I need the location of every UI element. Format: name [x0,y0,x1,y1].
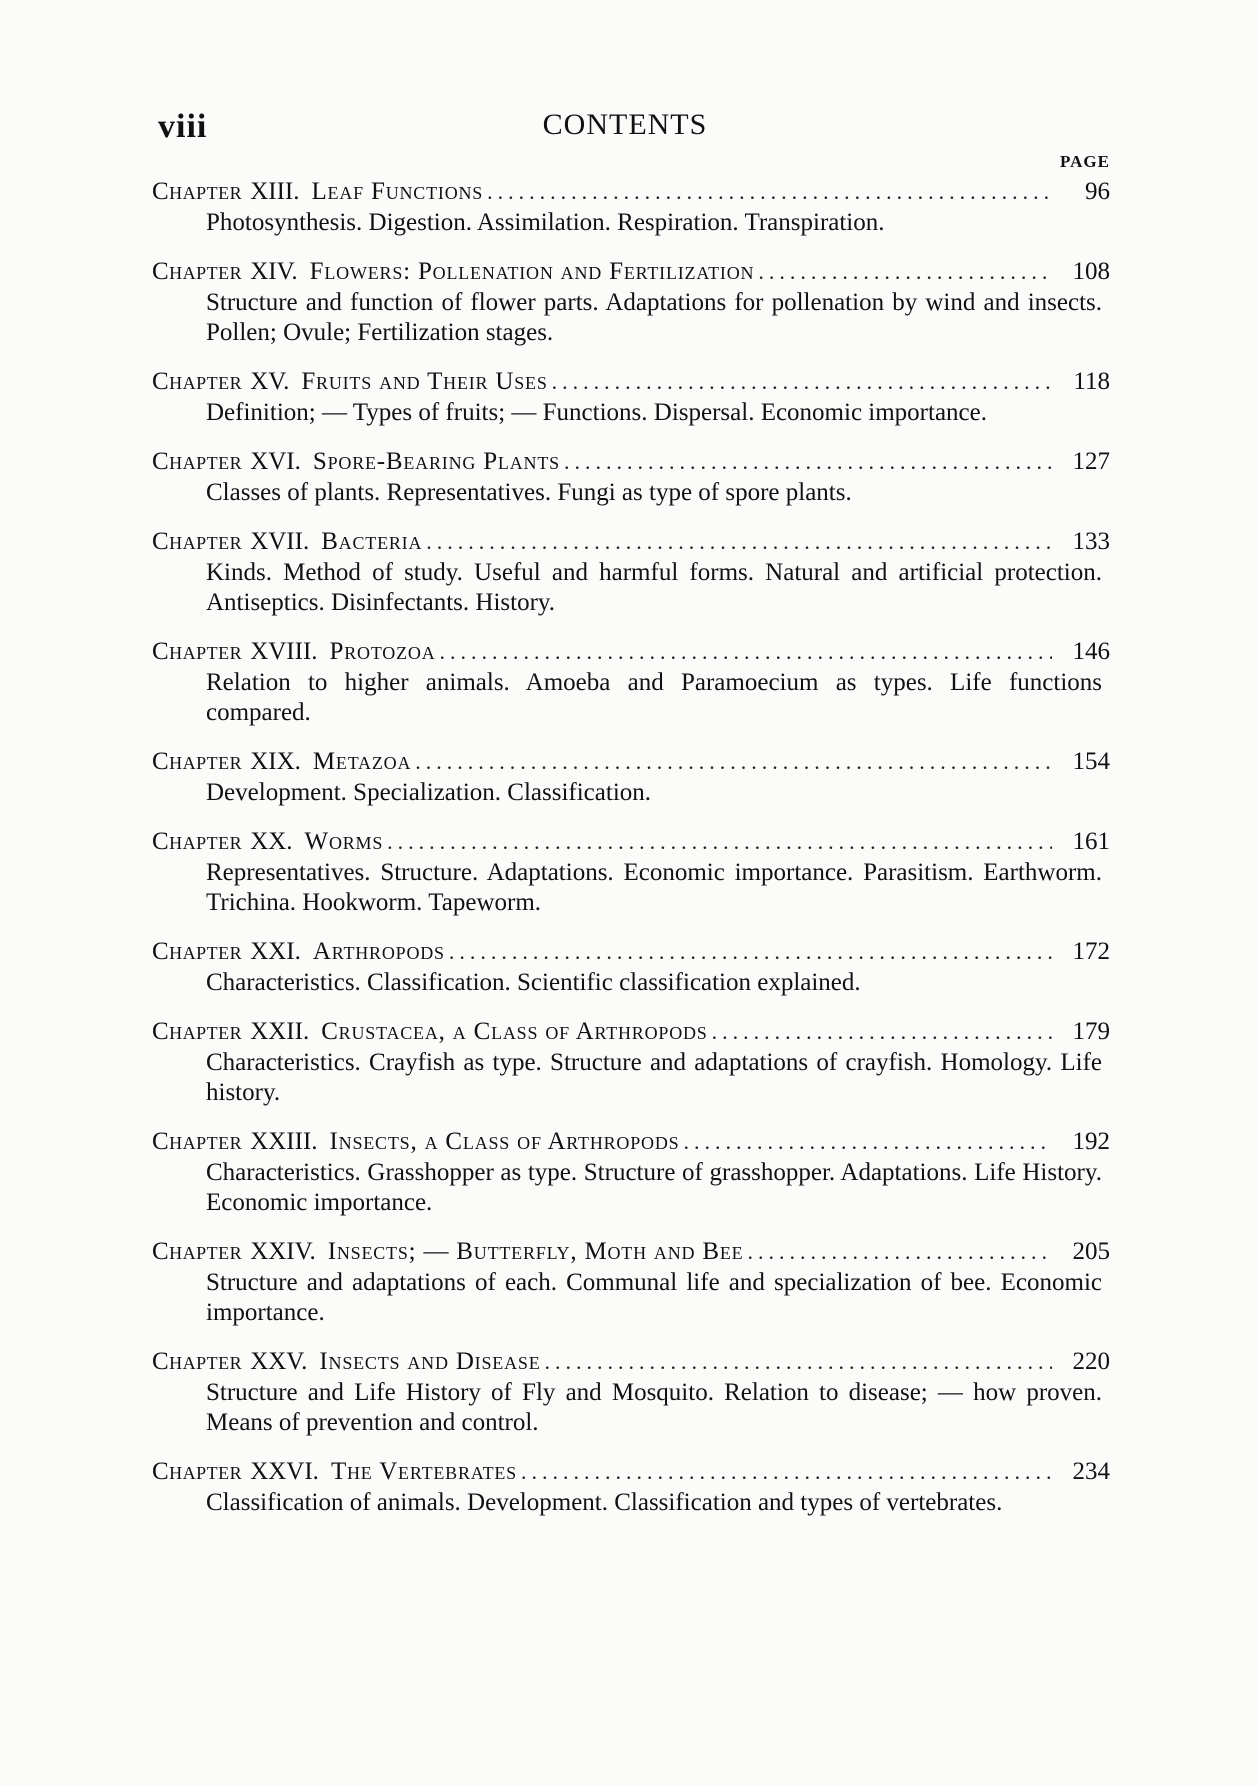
dot-leader [712,1016,1052,1048]
chapter-label: Chapter [152,1348,243,1375]
chapter-number: XV. [250,368,290,395]
chapter-title: Flowers: Pollenation and Fertilization [309,258,755,285]
chapter-title: The Vertebrates [330,1458,517,1485]
chapter-page-number: 133 [1072,528,1110,555]
chapter-page-number: 179 [1072,1018,1110,1045]
chapter-title: Metazoa [312,748,412,775]
chapter-summary: Classification of animals. Development. Classification and types of vertebrates. [206,1489,1003,1516]
chapter-summary: Relation to higher animals. Amoeba and Paramoecium as types. Life functions compared. [206,669,1102,726]
dot-leader [552,366,1052,398]
toc-entry [152,1346,1110,1438]
chapter-page-number: 146 [1072,638,1110,665]
chapter-label: Chapter [152,528,243,555]
chapter-label: Chapter [152,638,243,665]
chapter-summary: Structure and function of flower parts. Adaptations for pollenation by wind and insects. Pollen; Ovule; Fertilization stages. [206,289,1102,346]
chapter-title: Protozoa [329,638,436,665]
chapter-number: XXV. [250,1348,308,1375]
chapter-heading-line [152,1236,1110,1268]
page-header [150,100,1100,150]
chapter-number: XIII. [250,178,300,205]
toc-entry [152,1456,1110,1518]
chapter-label: Chapter [152,938,243,965]
chapter-summary: Characteristics. Crayfish as type. Structure and adaptations of crayfish. Homology. Life history. [206,1049,1102,1106]
toc-entry [152,526,1110,618]
chapter-number: XX. [250,828,293,855]
toc-entry [152,176,1110,238]
dot-leader [449,936,1052,968]
toc-entry [152,1236,1110,1328]
chapter-label: Chapter [152,1128,243,1155]
toc-entry [152,1126,1110,1218]
chapter-page-number: 205 [1072,1238,1110,1265]
chapter-number: XXIII. [250,1128,318,1155]
dot-leader [440,636,1052,668]
chapter-number: XXII. [250,1018,310,1045]
dot-leader [415,746,1052,778]
chapter-page-number: 161 [1072,828,1110,855]
chapter-number: XIV. [250,258,298,285]
toc-entry [152,1016,1110,1108]
dot-leader [487,176,1052,208]
chapter-page-number: 127 [1072,448,1110,475]
chapter-number: XXIV. [250,1238,316,1265]
chapter-number: XVI. [250,448,301,475]
chapter-heading-line [152,826,1110,858]
chapter-number: XXI. [250,938,301,965]
toc-entry [152,256,1110,348]
toc-entry [152,366,1110,428]
page-folio: viii [158,108,208,145]
chapter-summary: Structure and adaptations of each. Communal life and specialization of bee. Economic importance. [206,1269,1102,1326]
dot-leader [426,526,1052,558]
chapter-number: XXVI. [250,1458,319,1485]
page-column-label: PAGE [1060,152,1110,171]
toc-entry [152,636,1110,728]
chapter-page-number: 154 [1072,748,1110,775]
dot-leader [521,1456,1052,1488]
chapter-title: Leaf Functions [311,178,484,205]
chapter-heading-line [152,1346,1110,1378]
chapter-heading-line [152,526,1110,558]
chapter-title: Bacteria [321,528,423,555]
chapter-heading-line [152,176,1110,208]
chapter-summary: Development. Specialization. Classification. [206,779,652,806]
chapter-page-number: 108 [1072,258,1110,285]
chapter-summary: Characteristics. Grasshopper as type. Structure of grasshopper. Adaptations. Life History. Economic importance. [206,1159,1102,1216]
dot-leader [564,446,1052,478]
chapter-page-number: 118 [1073,368,1110,395]
chapter-title: Crustacea, a Class of Arthropods [321,1018,708,1045]
chapter-label: Chapter [152,178,243,205]
dot-leader [747,1236,1052,1268]
chapter-heading-line [152,936,1110,968]
chapter-label: Chapter [152,448,243,475]
chapter-summary: Classes of plants. Representatives. Fungi as type of spore plants. [206,479,852,506]
chapter-page-number: 220 [1072,1348,1110,1375]
chapter-heading-line [152,636,1110,668]
toc-entry [152,446,1110,508]
chapter-summary: Characteristics. Classification. Scientific classification explained. [206,969,861,996]
chapter-label: Chapter [152,368,243,395]
chapter-title: Spore-Bearing Plants [312,448,560,475]
chapter-title: Insects, a Class of Arthropods [329,1128,680,1155]
chapter-heading-line [152,256,1110,288]
toc-entry [152,746,1110,808]
table-of-contents [152,176,1110,1536]
chapter-summary: Photosynthesis. Digestion. Assimilation. Respiration. Transpiration. [206,209,885,236]
chapter-page-number: 172 [1072,938,1110,965]
chapter-heading-line [152,366,1110,398]
chapter-summary: Structure and Life History of Fly and Mosquito. Relation to disease; — how proven. Means of prevention and control. [206,1379,1102,1436]
chapter-label: Chapter [152,1238,243,1265]
chapter-summary: Representatives. Structure. Adaptations. Economic importance. Parasitism. Earthworm. Trichina. Hookworm. Tapeworm. [206,859,1102,916]
chapter-heading-line [152,1456,1110,1488]
chapter-label: Chapter [152,1458,243,1485]
chapter-label: Chapter [152,258,243,285]
chapter-number: XVII. [250,528,310,555]
chapter-title: Arthropods [312,938,445,965]
chapter-title: Insects; — Butterfly, Moth and Bee [327,1238,744,1265]
dot-leader [545,1346,1053,1378]
dot-leader [387,826,1052,858]
chapter-number: XIX. [250,748,301,775]
chapter-label: Chapter [152,1018,243,1045]
chapter-heading-line [152,746,1110,778]
chapter-heading-line [152,1016,1110,1048]
toc-entry [152,826,1110,918]
running-title: CONTENTS [542,108,708,141]
toc-entry [152,936,1110,998]
chapter-summary: Kinds. Method of study. Useful and harmful forms. Natural and artificial protection. Antiseptics. Disinfectants. History. [206,559,1102,616]
chapter-label: Chapter [152,748,243,775]
dot-leader [758,256,1052,288]
dot-leader [683,1126,1052,1158]
chapter-summary: Definition; — Types of fruits; — Functions. Dispersal. Economic importance. [206,399,987,426]
chapter-page-number: 234 [1072,1458,1110,1485]
chapter-title: Insects and Disease [319,1348,541,1375]
chapter-page-number: 96 [1085,178,1110,205]
chapter-number: XVIII. [250,638,318,665]
chapter-heading-line [152,446,1110,478]
chapter-heading-line [152,1126,1110,1158]
chapter-title: Fruits and Their Uses [301,368,548,395]
chapter-title: Worms [304,828,384,855]
chapter-label: Chapter [152,828,243,855]
chapter-page-number: 192 [1072,1128,1110,1155]
